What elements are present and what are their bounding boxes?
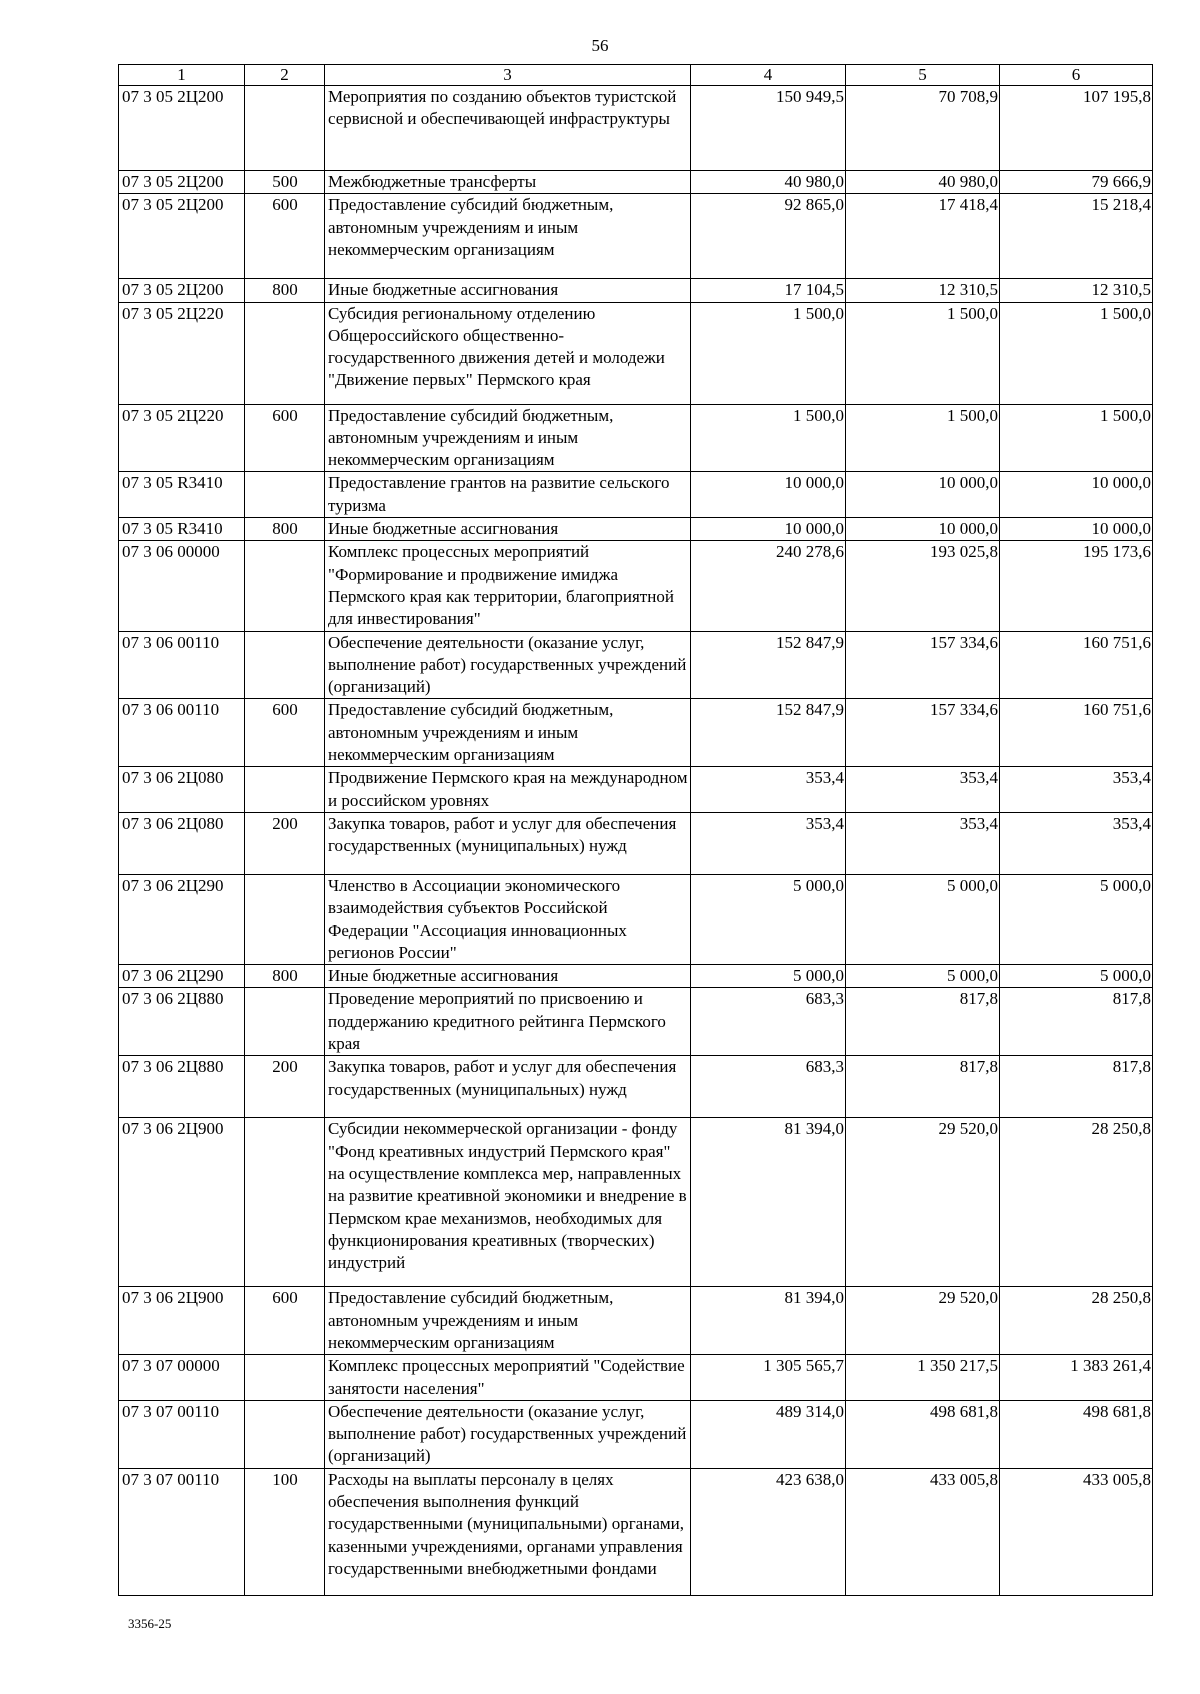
- cell-code: 07 3 05 2Ц200: [119, 86, 245, 171]
- table-row: [119, 1287, 1153, 1355]
- cell-expense-type: 100: [245, 1468, 325, 1595]
- cell-name: Иные бюджетные ассигнования: [325, 279, 691, 302]
- cell-value-col4: 150 949,5: [691, 86, 846, 171]
- cell-code: 07 3 06 2Ц290: [119, 874, 245, 964]
- cell-value-col4: 683,3: [691, 1056, 846, 1118]
- header-col-5: 5: [846, 65, 1000, 86]
- cell-value-col4: 10 000,0: [691, 472, 846, 518]
- cell-expense-type: 200: [245, 1056, 325, 1118]
- cell-value-col4: 81 394,0: [691, 1118, 846, 1287]
- cell-value-col5: 5 000,0: [846, 874, 1000, 964]
- table-row: [119, 1400, 1153, 1468]
- cell-expense-type: [245, 767, 325, 813]
- cell-expense-type: 200: [245, 812, 325, 874]
- table-row: [119, 171, 1153, 194]
- header-col-4: 4: [691, 65, 846, 86]
- cell-name: Иные бюджетные ассигнования: [325, 965, 691, 988]
- cell-name: Обеспечение деятельности (оказание услуг, выполнение работ) государственных учреждений (организаций): [325, 1400, 691, 1468]
- cell-value-col6: 433 005,8: [1000, 1468, 1153, 1595]
- table-row: [119, 988, 1153, 1056]
- cell-expense-type: 800: [245, 518, 325, 541]
- cell-name: Членство в Ассоциации экономического взаимодействия субъектов Российской Федерации "Ассоциация инновационных регионов России": [325, 874, 691, 964]
- cell-value-col6: 817,8: [1000, 988, 1153, 1056]
- header-col-1: 1: [119, 65, 245, 86]
- cell-value-col5: 10 000,0: [846, 472, 1000, 518]
- cell-value-col5: 40 980,0: [846, 171, 1000, 194]
- cell-value-col5: 498 681,8: [846, 1400, 1000, 1468]
- cell-expense-type: [245, 1400, 325, 1468]
- cell-code: 07 3 07 00000: [119, 1355, 245, 1401]
- cell-value-col4: 17 104,5: [691, 279, 846, 302]
- cell-value-col6: 1 500,0: [1000, 404, 1153, 472]
- cell-expense-type: 600: [245, 699, 325, 767]
- cell-value-col4: 10 000,0: [691, 518, 846, 541]
- cell-value-col4: 92 865,0: [691, 194, 846, 279]
- cell-code: 07 3 06 00110: [119, 699, 245, 767]
- cell-value-col4: 353,4: [691, 812, 846, 874]
- cell-value-col4: 152 847,9: [691, 699, 846, 767]
- cell-name: Проведение мероприятий по присвоению и поддержанию кредитного рейтинга Пермского края: [325, 988, 691, 1056]
- cell-name: Закупка товаров, работ и услуг для обеспечения государственных (муниципальных) нужд: [325, 812, 691, 874]
- cell-code: 07 3 06 2Ц900: [119, 1118, 245, 1287]
- cell-value-col5: 10 000,0: [846, 518, 1000, 541]
- table-row: [119, 541, 1153, 631]
- cell-name: Предоставление субсидий бюджетным, автономным учреждениям и иным некоммерческим организациям: [325, 1287, 691, 1355]
- cell-value-col6: 353,4: [1000, 812, 1153, 874]
- cell-value-col5: 353,4: [846, 767, 1000, 813]
- cell-value-col4: 1 305 565,7: [691, 1355, 846, 1401]
- cell-value-col4: 1 500,0: [691, 302, 846, 404]
- table-row: [119, 86, 1153, 171]
- table-row: [119, 631, 1153, 699]
- cell-code: 07 3 06 2Ц900: [119, 1287, 245, 1355]
- cell-code: 07 3 06 00000: [119, 541, 245, 631]
- table-row: [119, 518, 1153, 541]
- table-row: [119, 699, 1153, 767]
- cell-name: Продвижение Пермского края на международном и российском уровнях: [325, 767, 691, 813]
- cell-code: 07 3 06 2Ц880: [119, 988, 245, 1056]
- cell-value-col6: 498 681,8: [1000, 1400, 1153, 1468]
- cell-value-col4: 81 394,0: [691, 1287, 846, 1355]
- table-row: [119, 279, 1153, 302]
- cell-value-col4: 5 000,0: [691, 965, 846, 988]
- cell-code: 07 3 05 2Ц220: [119, 404, 245, 472]
- cell-value-col5: 157 334,6: [846, 699, 1000, 767]
- table-row: [119, 1468, 1153, 1595]
- table-row: [119, 404, 1153, 472]
- cell-value-col4: 683,3: [691, 988, 846, 1056]
- cell-name: Комплекс процессных мероприятий "Содействие занятости населения": [325, 1355, 691, 1401]
- cell-value-col6: 1 500,0: [1000, 302, 1153, 404]
- cell-code: 07 3 06 2Ц290: [119, 965, 245, 988]
- cell-expense-type: [245, 86, 325, 171]
- cell-value-col5: 29 520,0: [846, 1287, 1000, 1355]
- table-body: [119, 86, 1153, 1596]
- cell-expense-type: [245, 302, 325, 404]
- cell-expense-type: [245, 988, 325, 1056]
- table-row: [119, 767, 1153, 813]
- cell-value-col5: 29 520,0: [846, 1118, 1000, 1287]
- header-col-3: 3: [325, 65, 691, 86]
- cell-value-col6: 353,4: [1000, 767, 1153, 813]
- table-row: [119, 965, 1153, 988]
- cell-value-col4: 240 278,6: [691, 541, 846, 631]
- cell-value-col6: 28 250,8: [1000, 1287, 1153, 1355]
- cell-name: Обеспечение деятельности (оказание услуг, выполнение работ) государственных учреждений (организаций): [325, 631, 691, 699]
- header-col-6: 6: [1000, 65, 1153, 86]
- cell-expense-type: 500: [245, 171, 325, 194]
- cell-value-col5: 353,4: [846, 812, 1000, 874]
- cell-value-col4: 489 314,0: [691, 1400, 846, 1468]
- cell-value-col5: 1 500,0: [846, 404, 1000, 472]
- cell-value-col5: 5 000,0: [846, 965, 1000, 988]
- cell-name: Субсидия региональному отделению Общероссийского общественно-государственного движения детей и молодежи "Движение первых" Пермского края: [325, 302, 691, 404]
- cell-value-col5: 817,8: [846, 1056, 1000, 1118]
- cell-expense-type: [245, 472, 325, 518]
- cell-value-col5: 17 418,4: [846, 194, 1000, 279]
- cell-code: 07 3 05 R3410: [119, 472, 245, 518]
- cell-value-col5: 157 334,6: [846, 631, 1000, 699]
- cell-value-col6: 5 000,0: [1000, 874, 1153, 964]
- cell-expense-type: 800: [245, 279, 325, 302]
- cell-expense-type: [245, 1355, 325, 1401]
- cell-name: Мероприятия по созданию объектов туристской сервисной и обеспечивающей инфраструктуры: [325, 86, 691, 171]
- cell-value-col6: 28 250,8: [1000, 1118, 1153, 1287]
- cell-code: 07 3 05 R3410: [119, 518, 245, 541]
- cell-code: 07 3 06 2Ц080: [119, 767, 245, 813]
- cell-code: 07 3 05 2Ц220: [119, 302, 245, 404]
- cell-value-col5: 193 025,8: [846, 541, 1000, 631]
- cell-expense-type: 800: [245, 965, 325, 988]
- cell-value-col4: 40 980,0: [691, 171, 846, 194]
- cell-value-col5: 12 310,5: [846, 279, 1000, 302]
- cell-value-col4: 1 500,0: [691, 404, 846, 472]
- cell-name: Закупка товаров, работ и услуг для обеспечения государственных (муниципальных) нужд: [325, 1056, 691, 1118]
- cell-name: Предоставление грантов на развитие сельского туризма: [325, 472, 691, 518]
- document-code: 3356-25: [128, 1616, 172, 1631]
- cell-value-col5: 817,8: [846, 988, 1000, 1056]
- cell-value-col6: 195 173,6: [1000, 541, 1153, 631]
- cell-name: Расходы на выплаты персоналу в целях обеспечения выполнения функций государственными (муниципальными) органами, казенными учреждениями, органами управления государственными внебюджетными фондами: [325, 1468, 691, 1595]
- cell-code: 07 3 05 2Ц200: [119, 194, 245, 279]
- cell-name: Межбюджетные трансферты: [325, 171, 691, 194]
- table-row: [119, 302, 1153, 404]
- cell-value-col6: 817,8: [1000, 1056, 1153, 1118]
- cell-value-col6: 79 666,9: [1000, 171, 1153, 194]
- cell-expense-type: 600: [245, 194, 325, 279]
- cell-value-col6: 12 310,5: [1000, 279, 1153, 302]
- cell-value-col5: 1 500,0: [846, 302, 1000, 404]
- table-header-row: [119, 65, 1153, 86]
- cell-value-col6: 10 000,0: [1000, 518, 1153, 541]
- cell-code: 07 3 07 00110: [119, 1400, 245, 1468]
- table-row: [119, 1355, 1153, 1401]
- header-col-2: 2: [245, 65, 325, 86]
- cell-name: Субсидии некоммерческой организации - фонду "Фонд креативных индустрий Пермского края" на осуществление комплекса мер, направленных на развитие креативной экономики и внедрение в Пермском крае механизмов, необходимых для функционирования креативных (творческих) индустрий: [325, 1118, 691, 1287]
- cell-name: Комплекс процессных мероприятий "Формирование и продвижение имиджа Пермского края как территории, благоприятной для инвестирования": [325, 541, 691, 631]
- cell-value-col6: 107 195,8: [1000, 86, 1153, 171]
- page-number: 56: [591, 36, 609, 55]
- cell-expense-type: 600: [245, 1287, 325, 1355]
- cell-value-col5: 70 708,9: [846, 86, 1000, 171]
- cell-value-col6: 5 000,0: [1000, 965, 1153, 988]
- table-row: [119, 1118, 1153, 1287]
- cell-expense-type: [245, 874, 325, 964]
- cell-expense-type: [245, 1118, 325, 1287]
- cell-name: Предоставление субсидий бюджетным, автономным учреждениям и иным некоммерческим организациям: [325, 194, 691, 279]
- cell-code: 07 3 06 2Ц080: [119, 812, 245, 874]
- cell-expense-type: [245, 541, 325, 631]
- cell-code: 07 3 05 2Ц200: [119, 279, 245, 302]
- cell-value-col6: 1 383 261,4: [1000, 1355, 1153, 1401]
- cell-code: 07 3 06 2Ц880: [119, 1056, 245, 1118]
- table-row: [119, 1056, 1153, 1118]
- table-row: [119, 812, 1153, 874]
- table-row: [119, 472, 1153, 518]
- cell-code: 07 3 05 2Ц200: [119, 171, 245, 194]
- cell-value-col6: 160 751,6: [1000, 631, 1153, 699]
- cell-name: Иные бюджетные ассигнования: [325, 518, 691, 541]
- cell-value-col5: 1 350 217,5: [846, 1355, 1000, 1401]
- cell-name: Предоставление субсидий бюджетным, автономным учреждениям и иным некоммерческим организациям: [325, 404, 691, 472]
- table-row: [119, 194, 1153, 279]
- cell-code: 07 3 06 00110: [119, 631, 245, 699]
- cell-code: 07 3 07 00110: [119, 1468, 245, 1595]
- cell-value-col6: 160 751,6: [1000, 699, 1153, 767]
- cell-value-col4: 152 847,9: [691, 631, 846, 699]
- cell-value-col4: 5 000,0: [691, 874, 846, 964]
- cell-value-col5: 433 005,8: [846, 1468, 1000, 1595]
- cell-value-col6: 10 000,0: [1000, 472, 1153, 518]
- cell-expense-type: [245, 631, 325, 699]
- cell-value-col4: 353,4: [691, 767, 846, 813]
- budget-table: [118, 64, 1153, 1596]
- cell-name: Предоставление субсидий бюджетным, автономным учреждениям и иным некоммерческим организациям: [325, 699, 691, 767]
- table-row: [119, 874, 1153, 964]
- cell-expense-type: 600: [245, 404, 325, 472]
- cell-value-col4: 423 638,0: [691, 1468, 846, 1595]
- cell-value-col6: 15 218,4: [1000, 194, 1153, 279]
